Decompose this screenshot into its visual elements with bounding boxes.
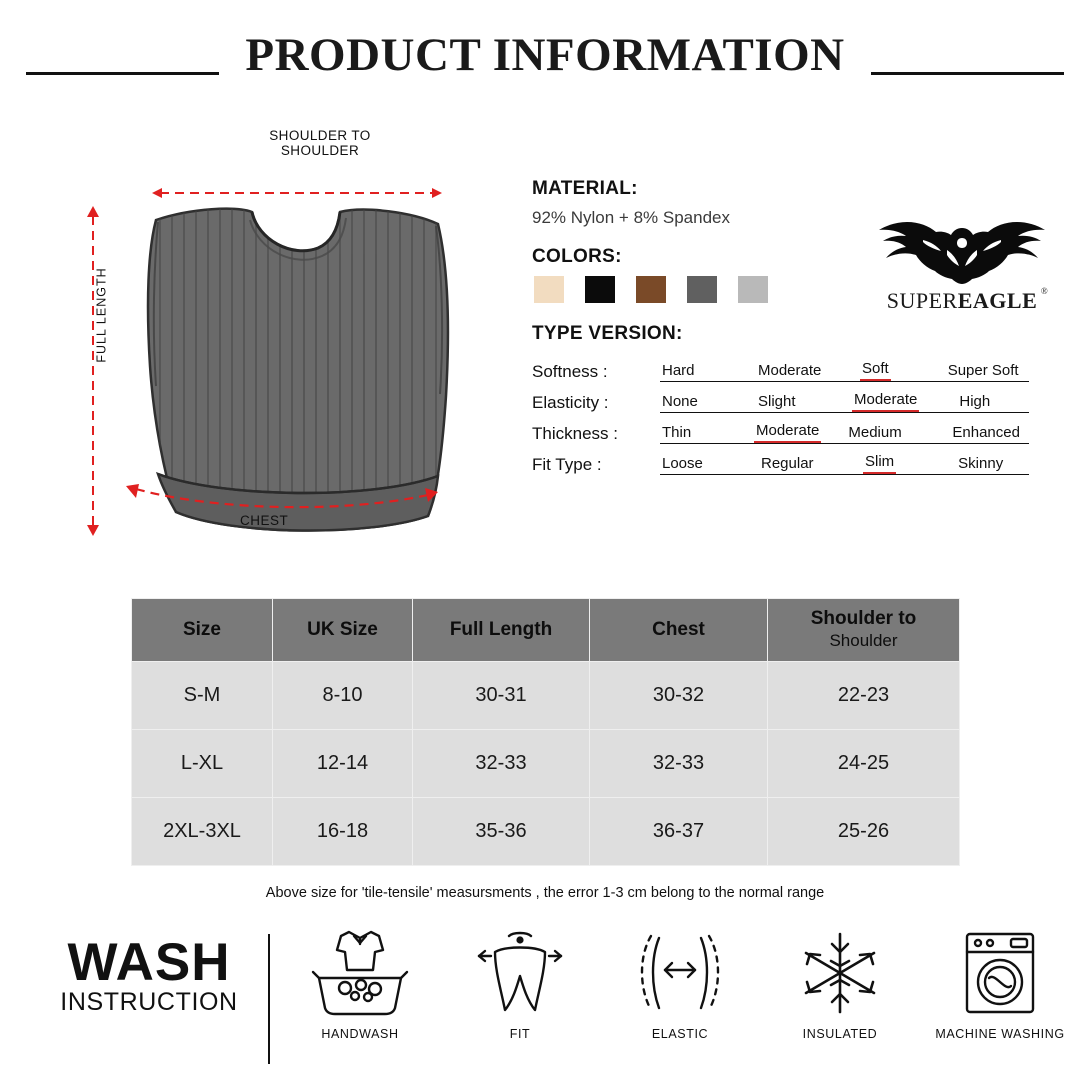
size-chart [131,598,959,901]
color-swatch-3[interactable] [687,276,717,303]
cell-chest: 32-33 [590,730,768,798]
color-swatch-1[interactable] [585,276,615,303]
type-option[interactable]: Medium [848,424,902,441]
registered-mark: ® [1040,286,1049,296]
type-option[interactable]: Regular [761,455,814,472]
type-option[interactable]: Super Soft [947,362,1019,379]
wash-subtitle: INSTRUCTION [60,988,238,1016]
type-option[interactable]: High [959,393,991,410]
cell-full-length: 32-33 [413,730,590,798]
shoulder-to-shoulder-label [220,128,420,158]
washing-machine-icon [945,930,1055,1016]
page-title: PRODUCT INFORMATION [219,32,870,79]
type-row-label: Elasticity : [532,392,609,412]
chest-arrow [126,483,438,517]
type-option[interactable]: Slight [758,393,796,410]
type-option[interactable]: Hard [662,362,695,379]
cell-chest: 36-37 [590,798,768,866]
column-header-full-length: Full Length [413,599,590,662]
snowflake-icon [785,930,895,1016]
wash-title: WASH [67,933,231,992]
page-header [0,0,1090,108]
table-row [132,730,960,798]
type-row-elasticity [532,382,1029,413]
type-row-label: Fit Type : [532,454,602,474]
size-table-note: Above size for 'tile-tensile' measursments , the error 1-3 cm belong to the normal range [265,885,825,901]
type-option[interactable]: Thin [662,424,692,441]
cell-shoulder: 25-26 [768,798,960,866]
upper-section [0,108,1090,568]
column-header-shoulder-line1: Shoulder to [810,608,917,629]
column-header-chest: Chest [590,599,768,662]
wash-instructions [0,930,1090,1090]
type-options [660,444,1029,475]
material-value: 92% Nylon + 8% Spandex [532,208,730,227]
type-option[interactable]: Enhanced [952,424,1020,441]
type-row-label: Softness : [532,361,608,381]
wash-divider [268,934,270,1064]
type-option[interactable]: Loose [662,455,703,472]
wash-item-insulated [760,930,920,1041]
type-row-label: Thickness : [532,423,618,443]
full-length-label: FULL LENGTH [94,267,109,363]
cell-shoulder: 24-25 [768,730,960,798]
wash-item-label: FIT [509,1027,531,1041]
wash-item-label: HANDWASH [321,1027,399,1041]
column-header-shoulder-line2: Shoulder [829,631,898,650]
wash-item-fit [440,930,600,1041]
color-swatch-2[interactable] [636,276,666,303]
type-options [660,382,1029,413]
column-header-shoulder [768,599,960,662]
type-option[interactable]: Skinny [958,455,1004,472]
color-swatches [534,276,1037,303]
table-row [132,798,960,866]
cell-size: L-XL [132,730,273,798]
wash-icon-list [280,930,1080,1041]
type-version-table [532,351,1029,475]
full-length-arrow [86,206,100,536]
elastic-icon [625,930,735,1016]
fit-icon [465,930,575,1016]
type-version-heading: TYPE VERSION: [532,323,683,344]
material-heading: MATERIAL: [532,178,638,199]
color-swatch-0[interactable] [534,276,564,303]
wash-item-label: INSULATED [802,1027,878,1041]
cell-full-length: 30-31 [413,662,590,730]
type-options [660,351,1029,382]
type-option-selected[interactable]: Slim [863,453,896,474]
table-row [132,662,960,730]
brand-name-super: SUPER [886,288,958,313]
table-header-row [132,599,960,662]
type-option[interactable]: None [662,393,698,410]
wash-title-block [34,933,264,1017]
cell-uk-size: 8-10 [273,662,413,730]
cell-full-length: 35-36 [413,798,590,866]
type-option[interactable]: Moderate [758,362,822,379]
specifications [532,178,1037,475]
column-header-uk-size: UK Size [273,599,413,662]
type-row-thickness [532,413,1029,444]
type-option-selected[interactable]: Soft [860,360,891,381]
column-header-size: Size [132,599,273,662]
wash-item-machine-washing [920,930,1080,1041]
colors-heading: COLORS: [532,246,622,267]
type-options [660,413,1029,444]
color-swatch-4[interactable] [738,276,768,303]
type-option-selected[interactable]: Moderate [754,422,821,443]
cell-size: 2XL-3XL [132,798,273,866]
handwash-icon [305,930,415,1016]
wash-item-handwash [280,930,440,1041]
cell-size: S-M [132,662,273,730]
shoulder-to-shoulder-arrow [152,188,442,198]
size-table [131,598,960,866]
brand-name-eagle: EAGLE [957,288,1038,313]
shoulder-label-line2: SHOULDER [280,143,360,158]
type-option-selected[interactable]: Moderate [852,391,919,412]
chest-label: CHEST [240,513,289,528]
type-row-fit [532,444,1029,475]
cell-uk-size: 16-18 [273,798,413,866]
cell-chest: 30-32 [590,662,768,730]
product-diagram [60,128,490,548]
type-row-softness [532,351,1029,382]
cell-uk-size: 12-14 [273,730,413,798]
cell-shoulder: 22-23 [768,662,960,730]
shoulder-label-line1: SHOULDER TO [269,128,371,143]
wash-item-elastic [600,930,760,1041]
wash-item-label: MACHINE WASHING [935,1027,1065,1041]
wash-item-label: ELASTIC [651,1027,709,1041]
